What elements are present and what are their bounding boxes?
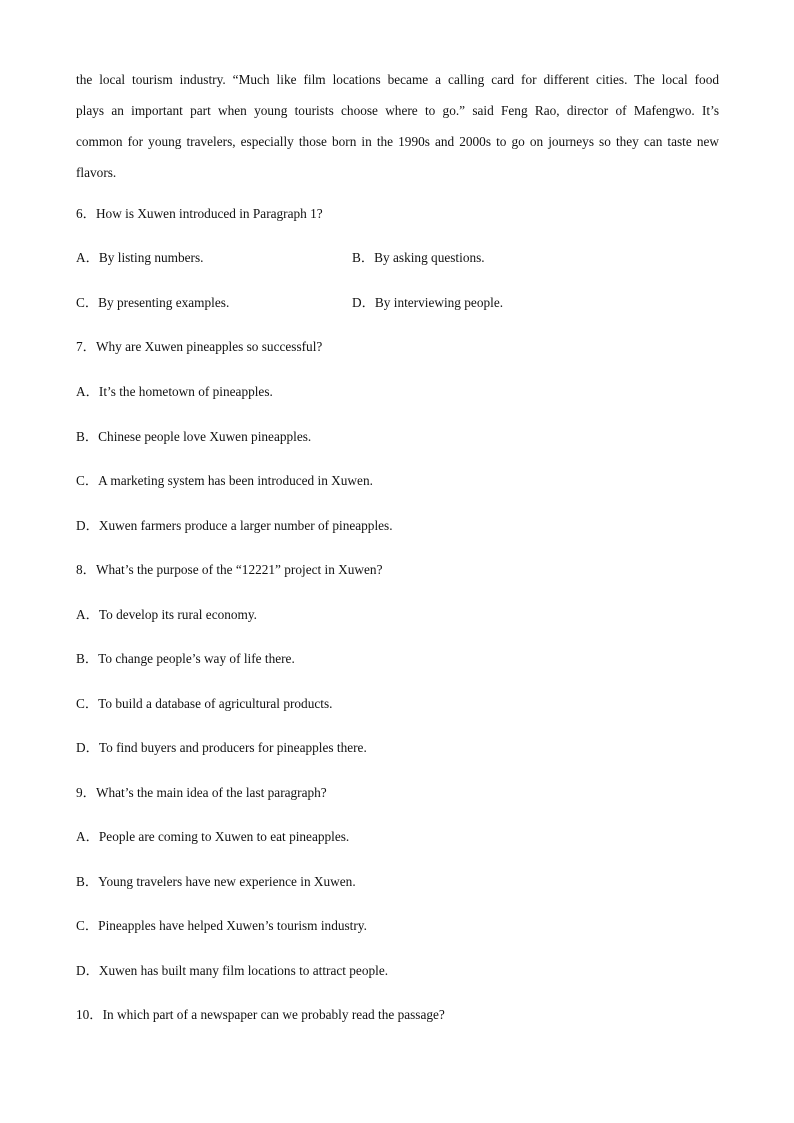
- passage-line: common for young travelers, especially those born in the 1990s and 2000s to go on journeys so they can taste new: [76, 134, 719, 149]
- option-text: It’s the hometown of pineapples.: [98, 384, 273, 399]
- question-6-stem: [76, 204, 323, 224]
- option-text: Xuwen farmers produce a larger number of pineapples.: [98, 518, 393, 533]
- question-8-option-d: [76, 738, 367, 758]
- option-letter: D．: [76, 740, 99, 755]
- question-8-option-b: [76, 649, 295, 669]
- question-8-option-c: [76, 694, 332, 714]
- question-8-option-a: [76, 605, 257, 625]
- question-6-option-c: [76, 293, 229, 313]
- option-letter: C．: [76, 696, 99, 711]
- option-letter: C．: [76, 295, 99, 310]
- question-9-option-b: [76, 872, 356, 892]
- question-7-option-c: [76, 471, 373, 491]
- question-6-option-b: [352, 248, 485, 268]
- question-number: 9．: [76, 785, 96, 800]
- option-letter: A．: [76, 384, 99, 399]
- question-7-option-d: [76, 516, 393, 536]
- question-7-option-b: [76, 427, 311, 447]
- option-letter: A．: [76, 829, 99, 844]
- option-text: To develop its rural economy.: [98, 607, 258, 622]
- option-text: Young travelers have new experience in Xuwen.: [98, 874, 356, 889]
- option-text: A marketing system has been introduced in Xuwen.: [98, 473, 373, 488]
- option-letter: B．: [76, 651, 99, 666]
- option-letter: B．: [352, 250, 375, 265]
- option-text: Pineapples have helped Xuwen’s tourism industry.: [98, 918, 367, 933]
- option-text: By asking questions.: [374, 250, 485, 265]
- option-text: To build a database of agricultural products.: [98, 696, 333, 711]
- option-letter: B．: [76, 874, 99, 889]
- option-text: People are coming to Xuwen to eat pineapples.: [98, 829, 350, 844]
- question-7-option-a: [76, 382, 273, 402]
- question-6-option-d: [352, 293, 503, 313]
- option-text: By presenting examples.: [98, 295, 230, 310]
- option-letter: D．: [352, 295, 375, 310]
- question-10-stem: [76, 1005, 445, 1025]
- question-text: What’s the purpose of the “12221” project in Xuwen?: [95, 562, 383, 577]
- question-6-option-a: [76, 248, 203, 268]
- question-9-option-c: [76, 916, 367, 936]
- question-text: In which part of a newspaper can we probably read the passage?: [102, 1007, 445, 1022]
- passage-line: flavors.: [76, 165, 117, 180]
- option-letter: A．: [76, 607, 99, 622]
- question-9-option-a: [76, 827, 349, 847]
- question-8-stem: [76, 560, 383, 580]
- option-text: To change people’s way of life there.: [98, 651, 295, 666]
- passage-line: the local tourism industry. “Much like film locations became a calling card for different cities. The local food: [76, 72, 719, 87]
- question-number: 6．: [76, 206, 96, 221]
- question-text: Why are Xuwen pineapples so successful?: [95, 339, 323, 354]
- question-number: 7．: [76, 339, 96, 354]
- option-letter: D．: [76, 963, 99, 978]
- question-9-option-d: [76, 961, 388, 981]
- option-text: By listing numbers.: [98, 250, 204, 265]
- option-letter: B．: [76, 429, 99, 444]
- option-text: Xuwen has built many film locations to attract people.: [98, 963, 389, 978]
- passage-paragraph: [76, 64, 719, 188]
- option-text: Chinese people love Xuwen pineapples.: [98, 429, 312, 444]
- question-text: What’s the main idea of the last paragraph?: [95, 785, 327, 800]
- question-7-stem: [76, 337, 322, 357]
- option-letter: C．: [76, 918, 99, 933]
- option-letter: C．: [76, 473, 99, 488]
- question-number: 8．: [76, 562, 96, 577]
- option-text: By interviewing people.: [374, 295, 504, 310]
- question-9-stem: [76, 783, 327, 803]
- option-text: To find buyers and producers for pineapples there.: [98, 740, 367, 755]
- option-letter: A．: [76, 250, 99, 265]
- passage-line: plays an important part when young tourists choose where to go.” said Feng Rao, director of Mafengwo. It’s: [76, 103, 719, 118]
- question-number: 10．: [76, 1007, 103, 1022]
- question-text: How is Xuwen introduced in Paragraph 1?: [95, 206, 323, 221]
- option-letter: D．: [76, 518, 99, 533]
